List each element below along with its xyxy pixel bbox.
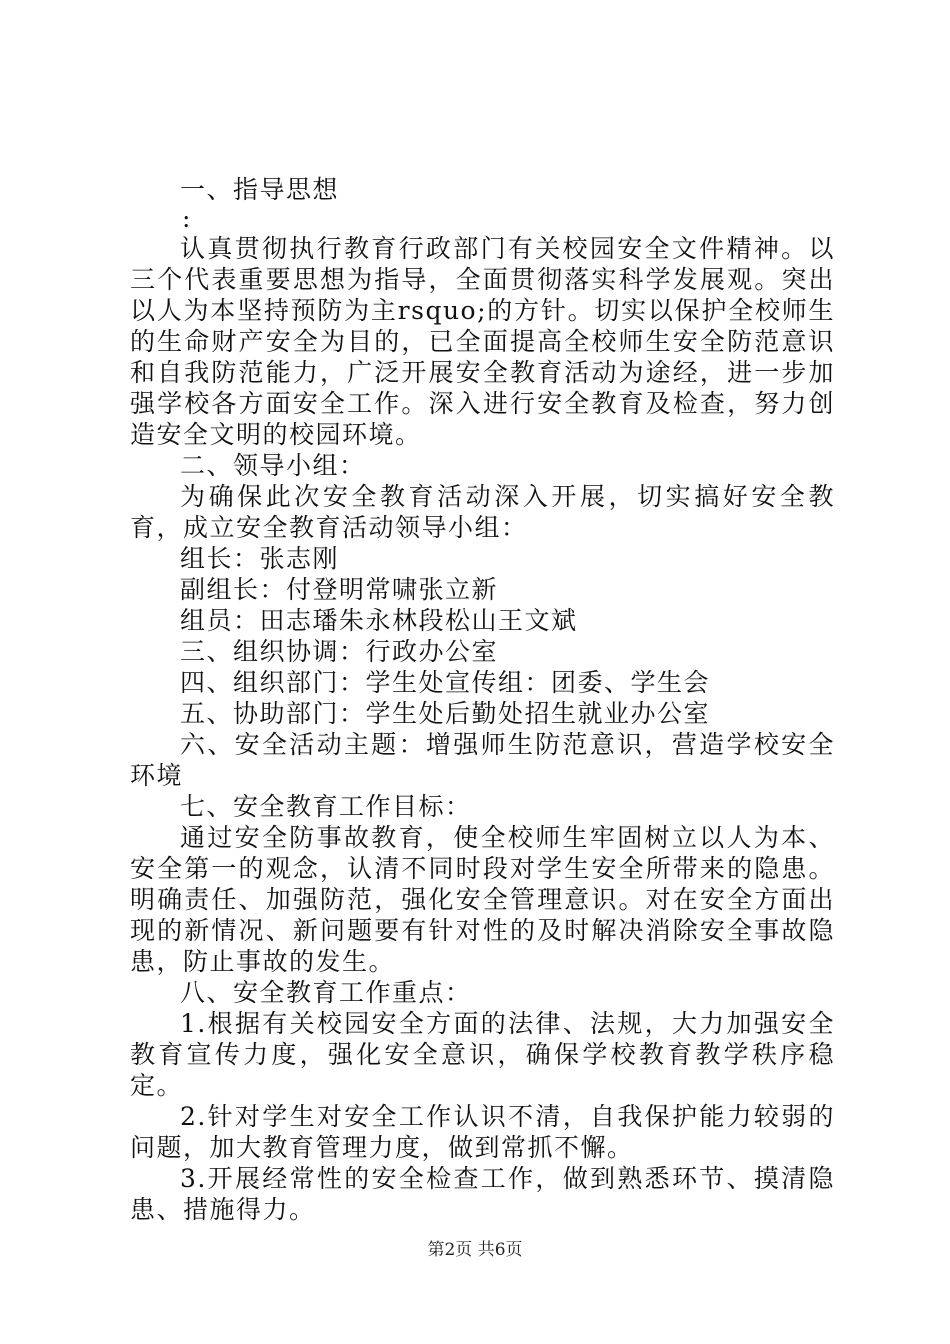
section-heading-organizing-departments: 四、组织部门：学生处宣传组：团委、学生会 [180,668,711,697]
line-group-members: 组员：田志璠朱永林段松山王文斌 [180,606,578,635]
section-heading-work-goals: 七、安全教育工作目标： [180,792,472,821]
paragraph-work-goals: 通过安全防事故教育，使全校师生牢固树立以人为本、安全第一的观念，认清不同时段对学生安全所带来的隐患。明确责任、加强防范，强化安全管理意识。对在安全方面出现的新情况、新问题要有针对性的及时解决消除安全事故隐患，防止事故的发生。 [130,823,835,976]
page-number-footer: 第2页 共6页 [427,1240,523,1260]
paragraph-leadership-intro: 为确保此次安全教育活动深入开展，切实搞好安全教育，成立安全教育活动领导小组： [130,482,835,542]
section-heading-assisting-departments: 五、协助部门：学生处后勤处招生就业办公室 [180,699,711,728]
line-group-leader: 组长：张志刚 [180,544,340,573]
list-item-key-point-1: 1.根据有关校园安全方面的法律、法规，大力加强安全教育宣传力度，强化安全意识，确保学校教育教学秩序稳定。 [130,1009,835,1100]
section-heading-guiding-ideology: 一、指导思想 [180,175,340,204]
line-deputy-leaders: 副组长：付登明常啸张立新 [180,575,499,604]
section-heading-key-points: 八、安全教育工作重点： [180,978,472,1007]
paragraph-guiding-ideology: 认真贯彻执行教育行政部门有关校园安全文件精神。以三个代表重要思想为指导，全面贯彻落实科学发展观。突出以人为本坚持预防为主rsquo;的方针。切实以保护全校师生的生命财产安全为目的，已全面提高全校师生安全防范意识和自我防范能力，广泛开展安全教育活动为途经，进一步加强学校各方面安全工作。深入进行安全教育及检查，努力创造安全文明的校园环境。 [130,234,835,449]
section-heading-leadership-group: 二、领导小组： [180,451,366,480]
list-item-key-point-2: 2.针对学生对安全工作认识不清，自我保护能力较弱的问题，加大教育管理力度，做到常抓不懈。 [130,1102,835,1162]
list-item-key-point-3: 3.开展经常性的安全检查工作，做到熟悉环节、摸清隐患、措施得力。 [130,1164,835,1224]
section-heading-activity-theme: 六、安全活动主题：增强师生防范意识，营造学校安全环境 [130,730,835,790]
document-body [130,174,835,1225]
stray-colon-line: : [182,204,192,233]
section-heading-coordination: 三、组织协调：行政办公室 [180,637,499,666]
